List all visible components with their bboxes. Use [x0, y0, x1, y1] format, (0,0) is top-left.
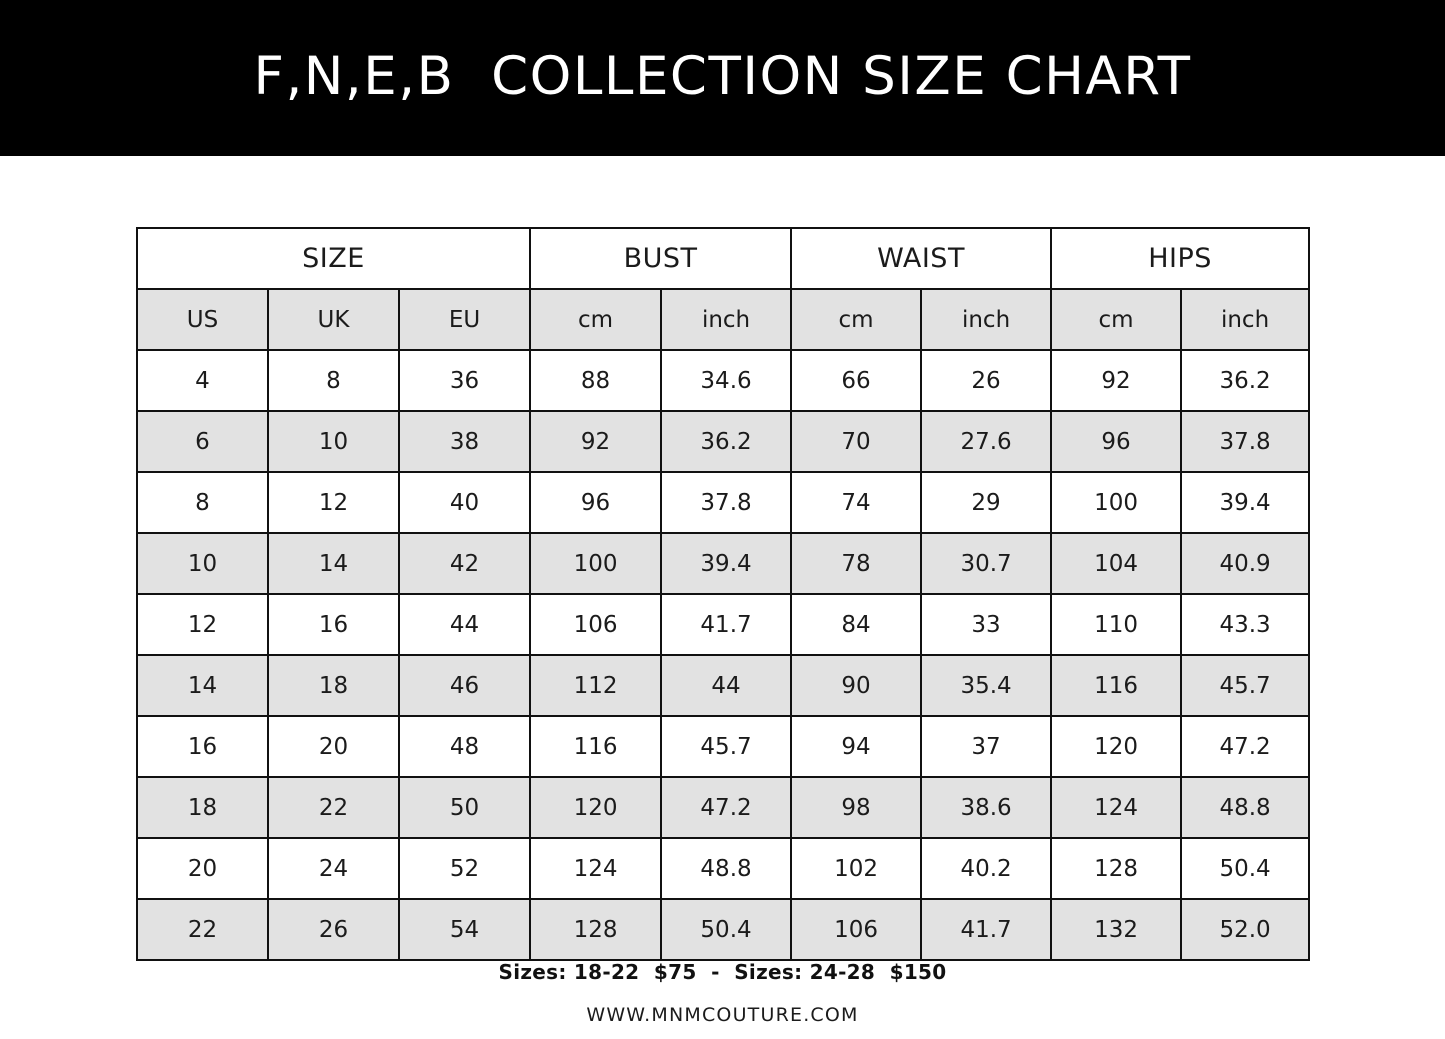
cell-us: 20 [137, 838, 268, 899]
cell-uk: 8 [268, 350, 399, 411]
cell-eu: 48 [399, 716, 530, 777]
cell-eu: 46 [399, 655, 530, 716]
cell-bust-cm: 100 [530, 533, 661, 594]
cell-uk: 20 [268, 716, 399, 777]
cell-waist-cm: 78 [791, 533, 921, 594]
cell-us: 14 [137, 655, 268, 716]
cell-hips-inch: 36.2 [1181, 350, 1309, 411]
cell-bust-cm: 120 [530, 777, 661, 838]
table-row [137, 655, 1309, 716]
cell-bust-inch: 44 [661, 655, 791, 716]
table-column-header-row [137, 289, 1309, 350]
cell-bust-inch: 50.4 [661, 899, 791, 960]
cell-waist-cm: 66 [791, 350, 921, 411]
cell-hips-inch: 39.4 [1181, 472, 1309, 533]
cell-bust-inch: 45.7 [661, 716, 791, 777]
cell-bust-inch: 34.6 [661, 350, 791, 411]
cell-eu: 42 [399, 533, 530, 594]
cell-uk: 10 [268, 411, 399, 472]
cell-eu: 52 [399, 838, 530, 899]
cell-uk: 24 [268, 838, 399, 899]
cell-waist-cm: 98 [791, 777, 921, 838]
column-header-bust-inch: inch [661, 289, 791, 350]
cell-hips-inch: 40.9 [1181, 533, 1309, 594]
cell-waist-cm: 90 [791, 655, 921, 716]
group-header-bust: BUST [530, 228, 791, 289]
table-row [137, 350, 1309, 411]
cell-hips-cm: 128 [1051, 838, 1181, 899]
column-header-hips-inch: inch [1181, 289, 1309, 350]
header-banner [0, 0, 1445, 156]
cell-eu: 36 [399, 350, 530, 411]
table-group-header-row [137, 228, 1309, 289]
cell-waist-cm: 106 [791, 899, 921, 960]
cell-waist-inch: 41.7 [921, 899, 1051, 960]
cell-us: 10 [137, 533, 268, 594]
cell-hips-cm: 96 [1051, 411, 1181, 472]
cell-uk: 22 [268, 777, 399, 838]
cell-hips-inch: 43.3 [1181, 594, 1309, 655]
table-row [137, 472, 1309, 533]
cell-hips-cm: 132 [1051, 899, 1181, 960]
cell-bust-inch: 39.4 [661, 533, 791, 594]
column-header-waist-inch: inch [921, 289, 1051, 350]
cell-bust-cm: 128 [530, 899, 661, 960]
page-title: F,N,E,B COLLECTION SIZE CHART [253, 45, 1192, 107]
cell-waist-cm: 70 [791, 411, 921, 472]
cell-us: 18 [137, 777, 268, 838]
cell-waist-inch: 33 [921, 594, 1051, 655]
cell-waist-inch: 35.4 [921, 655, 1051, 716]
cell-uk: 16 [268, 594, 399, 655]
cell-eu: 44 [399, 594, 530, 655]
cell-waist-inch: 27.6 [921, 411, 1051, 472]
cell-waist-inch: 37 [921, 716, 1051, 777]
cell-eu: 40 [399, 472, 530, 533]
cell-us: 6 [137, 411, 268, 472]
cell-bust-cm: 116 [530, 716, 661, 777]
cell-uk: 18 [268, 655, 399, 716]
cell-bust-inch: 47.2 [661, 777, 791, 838]
table-row [137, 594, 1309, 655]
cell-hips-cm: 116 [1051, 655, 1181, 716]
column-header-uk: UK [268, 289, 399, 350]
cell-hips-cm: 92 [1051, 350, 1181, 411]
cell-eu: 50 [399, 777, 530, 838]
cell-bust-inch: 41.7 [661, 594, 791, 655]
cell-hips-inch: 52.0 [1181, 899, 1309, 960]
cell-us: 12 [137, 594, 268, 655]
cell-hips-cm: 100 [1051, 472, 1181, 533]
pricing-note: Sizes: 18-22 $75 - Sizes: 24-28 $150 [498, 960, 947, 984]
cell-hips-inch: 45.7 [1181, 655, 1309, 716]
cell-hips-cm: 124 [1051, 777, 1181, 838]
cell-us: 22 [137, 899, 268, 960]
size-chart-table [136, 227, 1310, 961]
size-chart-table-container [136, 227, 1308, 961]
column-header-eu: EU [399, 289, 530, 350]
cell-bust-inch: 48.8 [661, 838, 791, 899]
cell-hips-cm: 120 [1051, 716, 1181, 777]
cell-bust-inch: 37.8 [661, 472, 791, 533]
cell-waist-inch: 40.2 [921, 838, 1051, 899]
table-row [137, 777, 1309, 838]
cell-bust-cm: 88 [530, 350, 661, 411]
cell-hips-cm: 104 [1051, 533, 1181, 594]
cell-hips-inch: 50.4 [1181, 838, 1309, 899]
cell-hips-inch: 37.8 [1181, 411, 1309, 472]
column-header-hips-cm: cm [1051, 289, 1181, 350]
cell-us: 16 [137, 716, 268, 777]
cell-uk: 26 [268, 899, 399, 960]
cell-waist-inch: 29 [921, 472, 1051, 533]
cell-bust-cm: 112 [530, 655, 661, 716]
cell-us: 8 [137, 472, 268, 533]
website-url: WWW.MNMCOUTURE.COM [586, 1004, 859, 1026]
table-row [137, 533, 1309, 594]
cell-waist-inch: 26 [921, 350, 1051, 411]
cell-eu: 38 [399, 411, 530, 472]
cell-waist-inch: 38.6 [921, 777, 1051, 838]
group-header-size: SIZE [137, 228, 530, 289]
cell-bust-cm: 106 [530, 594, 661, 655]
footer [0, 960, 1445, 1026]
cell-waist-inch: 30.7 [921, 533, 1051, 594]
table-row [137, 838, 1309, 899]
cell-bust-cm: 124 [530, 838, 661, 899]
cell-hips-inch: 48.8 [1181, 777, 1309, 838]
cell-hips-inch: 47.2 [1181, 716, 1309, 777]
group-header-waist: WAIST [791, 228, 1051, 289]
cell-waist-cm: 94 [791, 716, 921, 777]
cell-us: 4 [137, 350, 268, 411]
table-row [137, 716, 1309, 777]
table-row [137, 899, 1309, 960]
cell-waist-cm: 102 [791, 838, 921, 899]
cell-bust-cm: 92 [530, 411, 661, 472]
cell-hips-cm: 110 [1051, 594, 1181, 655]
cell-waist-cm: 84 [791, 594, 921, 655]
cell-uk: 14 [268, 533, 399, 594]
group-header-hips: HIPS [1051, 228, 1309, 289]
cell-uk: 12 [268, 472, 399, 533]
column-header-waist-cm: cm [791, 289, 921, 350]
table-row [137, 411, 1309, 472]
column-header-bust-cm: cm [530, 289, 661, 350]
column-header-us: US [137, 289, 268, 350]
cell-bust-cm: 96 [530, 472, 661, 533]
cell-waist-cm: 74 [791, 472, 921, 533]
cell-bust-inch: 36.2 [661, 411, 791, 472]
cell-eu: 54 [399, 899, 530, 960]
